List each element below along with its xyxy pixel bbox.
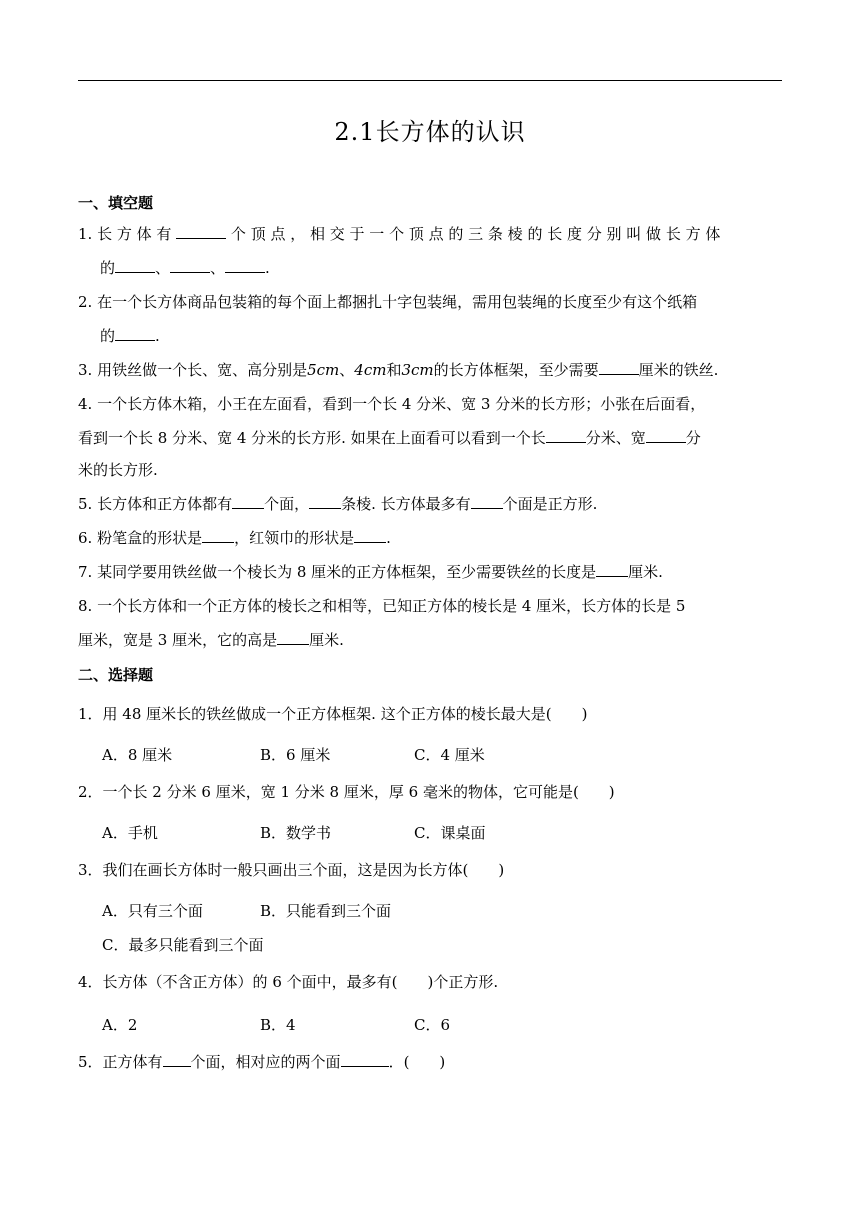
fill-q1-text-a: 1. 长 方 体 有 — [78, 225, 177, 243]
page-title: 2.1长方体的认识 — [334, 118, 526, 146]
fill-q6-blank-1[interactable] — [202, 528, 234, 543]
fill-q6-line — [78, 528, 391, 548]
fill-q2-line2 — [100, 326, 160, 346]
fill-q1-text-b: 个 顶 点 ， 相 交 于 一 个 顶 点 的 三 条 棱 的 长 度 分 别 叫 做 长 方 体 — [226, 225, 721, 243]
choice-q1-option-a[interactable]: A．8 厘米 — [102, 746, 173, 764]
fill-q8-text-c: 厘米. — [309, 631, 344, 649]
choice-q5-text-b: 个面，相对应的两个面 — [190, 1053, 341, 1071]
choice-q5-text-a: 5．正方体有 — [78, 1053, 163, 1071]
choice-q2-option-b[interactable]: B．数学书 — [260, 824, 332, 842]
fill-q1-blank-4[interactable] — [225, 258, 265, 273]
section-fill-heading: 一、填空题 — [78, 194, 154, 212]
choice-q5-close: ) — [439, 1053, 446, 1071]
fill-q4-line3 — [78, 460, 158, 480]
choice-q3-text: 3．我们在画长方体时一般只画出三个面，这是因为长方体( — [78, 861, 469, 879]
choice-q1-option-b[interactable]: B．6 厘米 — [260, 746, 331, 764]
choice-q5-stem — [78, 1052, 445, 1072]
fill-q8-text-a: 8. 一个长方体和一个正方体的棱长之和相等，已知正方体的棱长是 4 厘米，长方体的长是 5 — [78, 597, 686, 615]
fill-q3-dim-2: 4cm — [354, 361, 387, 379]
fill-q4-line1 — [78, 394, 705, 414]
choice-q5-text-c: ．( — [388, 1053, 410, 1071]
section-choice-heading: 二、选择题 — [78, 666, 154, 684]
fill-q1-text-e: 、 — [210, 259, 226, 277]
fill-q5-blank-3[interactable] — [471, 494, 503, 509]
fill-q6-text-c: . — [386, 529, 391, 547]
fill-q1-text-f: . — [265, 259, 270, 277]
fill-q1-line2 — [100, 258, 270, 278]
fill-q5-blank-1[interactable] — [232, 494, 264, 509]
fill-q4-blank-2[interactable] — [646, 428, 686, 443]
fill-q6-text-a: 6. 粉笔盒的形状是 — [78, 529, 203, 547]
fill-q6-text-b: ，红领巾的形状是 — [234, 529, 355, 547]
fill-q3-text-c: 、 — [339, 361, 355, 379]
fill-q5-text-a: 5. 长方体和正方体都有 — [78, 495, 233, 513]
fill-q8-blank[interactable] — [277, 630, 309, 645]
fill-q5-text-d: 个面是正方形. — [502, 495, 598, 513]
choice-q2-stem — [78, 782, 615, 802]
choice-q4-option-b[interactable]: B．4 — [260, 1016, 296, 1034]
fill-q6-blank-2[interactable] — [354, 528, 386, 543]
fill-q1-blank-2[interactable] — [115, 258, 155, 273]
choice-q1-text: 1．用 48 厘米长的铁丝做成一个正方体框架. 这个正方体的棱长最大是( — [78, 705, 552, 723]
fill-q7-blank[interactable] — [596, 562, 628, 577]
fill-q3-text-e: 和 — [386, 361, 402, 379]
choice-q4-option-c[interactable]: C．6 — [414, 1016, 451, 1034]
choice-q2-close: ) — [608, 783, 615, 801]
fill-q1-blank-1[interactable] — [176, 224, 226, 239]
fill-q3-text-g: 的长方体框架，至少需要 — [433, 361, 599, 379]
fill-q1-text-c: 的 — [100, 259, 116, 277]
choice-q4-option-a[interactable]: A．2 — [102, 1016, 138, 1034]
choice-q3-close: ) — [498, 861, 505, 879]
choice-q5-blank-1[interactable] — [163, 1052, 191, 1067]
choice-q1-stem — [78, 704, 587, 724]
fill-q4-text-a: 4. 一个长方体木箱，小王在左面看，看到一个长 4 分米、宽 3 分米的长方形；小张在后面看， — [78, 395, 706, 413]
fill-q3-text-h: 厘米的铁丝. — [638, 361, 719, 379]
choice-q5-blank-2[interactable] — [341, 1052, 389, 1067]
fill-q5-text-b: 个面， — [264, 495, 310, 513]
fill-q5-blank-2[interactable] — [309, 494, 341, 509]
fill-q1-line1 — [78, 224, 720, 244]
fill-q3-dim-3: 3cm — [401, 361, 434, 379]
fill-q4-line2 — [78, 428, 701, 448]
choice-q3-option-b[interactable]: B．只能看到三个面 — [260, 902, 392, 920]
choice-q1-close: ) — [581, 705, 588, 723]
fill-q3-text-a: 3. 用铁丝做一个长、宽、高分别是 — [78, 361, 308, 379]
fill-q5-text-c: 条棱. 长方体最多有 — [341, 495, 471, 513]
choice-q3-stem — [78, 860, 504, 880]
fill-q8-line2 — [78, 630, 344, 650]
fill-q3-blank[interactable] — [599, 360, 639, 375]
fill-q3-line — [78, 360, 718, 380]
fill-q2-line1 — [78, 292, 697, 312]
fill-q4-text-c: 分米、宽 — [585, 429, 646, 447]
fill-q4-text-e: 米的长方形. — [78, 461, 158, 479]
fill-q1-text-d: 、 — [155, 259, 171, 277]
fill-q4-text-d: 分 — [685, 429, 701, 447]
fill-q2-text-c: . — [155, 327, 160, 345]
fill-q7-text-b: 厘米. — [628, 563, 663, 581]
choice-q4-close: )个正方形. — [427, 973, 499, 991]
fill-q7-line — [78, 562, 663, 582]
fill-q7-text-a: 7. 某同学要用铁丝做一个棱长为 8 厘米的正方体框架，至少需要铁丝的长度是 — [78, 563, 597, 581]
fill-q4-text-b: 看到一个长 8 分米、宽 4 分米的长方形. 如果在上面看可以看到一个长 — [78, 429, 546, 447]
fill-q4-blank-1[interactable] — [546, 428, 586, 443]
fill-q1-blank-3[interactable] — [170, 258, 210, 273]
choice-q3-option-a[interactable]: A．只有三个面 — [102, 902, 203, 920]
fill-q2-text-b: 的 — [100, 327, 116, 345]
choice-q2-option-a[interactable]: A．手机 — [102, 824, 158, 842]
fill-q2-text-a: 2. 在一个长方体商品包装箱的每个面上都捆扎十字包装绳，需用包装绳的长度至少有这个纸箱 — [78, 293, 698, 311]
fill-q5-line — [78, 494, 597, 514]
choice-q2-option-c[interactable]: C．课桌面 — [414, 824, 486, 842]
choice-q4-stem — [78, 972, 498, 992]
fill-q3-dim-1: 5cm — [307, 361, 340, 379]
fill-q8-text-b: 厘米，宽是 3 厘米，它的高是 — [78, 631, 278, 649]
choice-q1-option-c[interactable]: C．4 厘米 — [414, 746, 485, 764]
choice-q3-option-c[interactable]: C．最多只能看到三个面 — [102, 936, 264, 954]
choice-q2-text: 2．一个长 2 分米 6 厘米，宽 1 分米 8 厘米，厚 6 毫米的物体，它可能是( — [78, 783, 579, 801]
header-rule — [78, 80, 782, 81]
fill-q2-blank[interactable] — [115, 326, 155, 341]
fill-q8-line1 — [78, 596, 685, 616]
choice-q4-text: 4．长方体（不含正方体）的 6 个面中，最多有( — [78, 973, 398, 991]
